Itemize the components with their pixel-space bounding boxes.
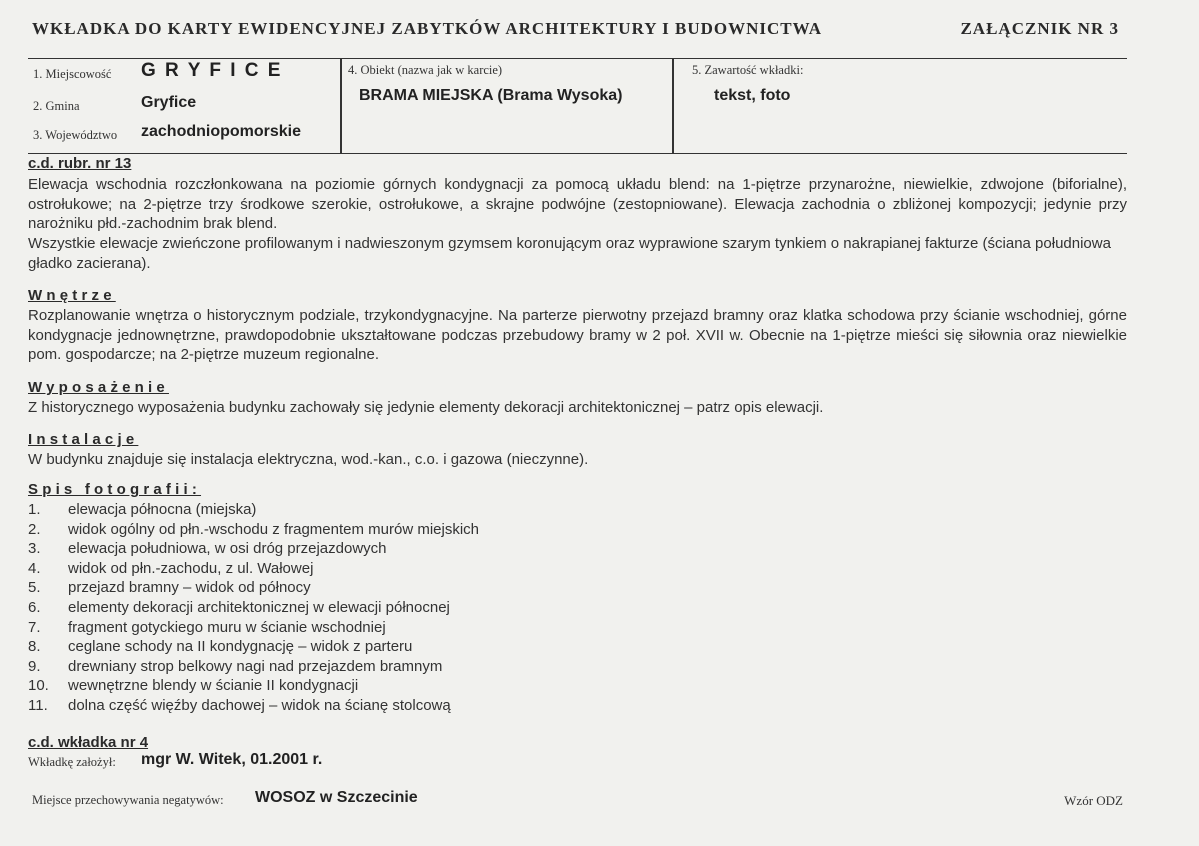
interior-heading: Wnętrze [28, 287, 116, 304]
gmina-value: Gryfice [141, 94, 197, 111]
list-item-text: wewnętrzne blendy w ścianie II kondygnacji [68, 677, 359, 695]
furnishing-text: Z historycznego wyposażenia budynku zachowały się jedynie elementy dekoracji architektonicznej – patrz opis elewacji. [28, 399, 824, 416]
list-item [28, 520, 479, 540]
list-item-text: elementy dekoracji architektonicznej w elewacji północnej [68, 598, 450, 616]
list-item-text: drewniany strop belkowy nagi nad przejazdem bramnym [68, 657, 443, 675]
list-item [28, 598, 479, 618]
list-item-number: 7. [28, 618, 41, 636]
document-title: WKŁADKA DO KARTY EWIDENCYJNEJ ZABYTKÓW ARCHITEKTURY I BUDOWNICTWA [32, 19, 823, 38]
annex-number: ZAŁĄCZNIK NR 3 [960, 19, 1119, 38]
list-item [28, 578, 479, 598]
photo-list [28, 500, 479, 716]
created-by-value: mgr W. Witek, 01.2001 r. [141, 751, 323, 768]
installations-heading: Instalacje [28, 431, 139, 448]
list-item-text: fragment gotyckiego muru w ścianie wschodniej [68, 618, 386, 636]
list-item [28, 539, 479, 559]
list-item-text: dolna część więźby dachowej – widok na ścianę stolcową [68, 696, 451, 714]
list-item [28, 559, 479, 579]
created-by-label: Wkładkę założył: [28, 755, 116, 769]
list-item-text: ceglane schody na II kondygnację – widok z parteru [68, 638, 413, 656]
negatives-location-value: WOSOZ w Szczecinie [255, 789, 418, 806]
locality-label: 1. Miejscowość [33, 67, 112, 81]
furnishing-heading: Wyposażenie [28, 379, 169, 396]
elevations-paragraph: Elewacja wschodnia rozczłonkowana na poziomie górnych kondygnacji za pomocą układu blend: na 1-piętrze przynarożne, niewielkie, zdwojone (biforialne), ostrołukowe; na 2-piętrze trzy środkowe szerokie, ostrołukowe, a skrajne podwójne (zestopniowane). Elewacja zachodnia o zbliżonej kompozycji; jedynie przy narożniku płd.-zachodnim brak blend. [28, 176, 1127, 233]
list-item-text: widok ogólny od płn.-wschodu z fragmentem murów miejskich [68, 520, 480, 538]
table-divider [672, 59, 674, 153]
list-item-number: 11. [28, 696, 48, 714]
content-value: tekst, foto [714, 87, 791, 104]
list-item-text: widok od płn.-zachodu, z ul. Wałowej [68, 559, 314, 577]
insert-heading: c.d. wkładka nr 4 [28, 734, 149, 751]
list-item [28, 676, 479, 696]
gmina-label: 2. Gmina [33, 99, 80, 113]
list-item-number: 6. [28, 598, 41, 616]
interior-text: Rozplanowanie wnętrza o historycznym podziale, trzykondygnacyjne. Na parterze pierwotny przejazd bramny oraz klatka schodowa przy ścianie wschodniej, górne kondygnacje jednownętrzne, prawdopodobnie ukształtowane podczas przebudowy bramy w 2 poł. XVII w. Obecnie na 1-piętrze mieści się siłownia oraz niewielkie pom. gospodarcze; na 2-piętrze muzeum regionalne. [28, 307, 1127, 364]
list-item-text: elewacja północna (miejska) [68, 501, 257, 518]
list-item-number: 1. [28, 501, 41, 518]
list-item [28, 618, 479, 638]
list-item [28, 657, 479, 677]
installations-text: W budynku znajduje się instalacja elektryczna, wod.-kan., c.o. i gazowa (nieczynne). [28, 451, 589, 468]
list-item-number: 8. [28, 638, 41, 656]
rubric-heading: c.d. rubr. nr 13 [28, 155, 132, 172]
list-item-number: 2. [28, 520, 41, 538]
identification-table [28, 58, 1127, 154]
object-label: 4. Obiekt (nazwa jak w karcie) [348, 63, 503, 77]
list-item-number: 4. [28, 559, 41, 577]
list-item-number: 3. [28, 540, 41, 558]
voivodeship-label: 3. Województwo [33, 128, 118, 142]
list-item [28, 696, 479, 716]
list-item-number: 10. [28, 677, 49, 695]
list-item-text: elewacja południowa, w osi dróg przejazdowych [68, 540, 387, 558]
locality-value: G R Y F I C E [141, 60, 283, 81]
list-item [28, 637, 479, 657]
photo-list-heading: Spis fotografii: [28, 481, 202, 498]
object-value: BRAMA MIEJSKA (Brama Wysoka) [359, 87, 623, 104]
list-item-number: 5. [28, 579, 41, 597]
content-label: 5. Zawartość wkładki: [692, 63, 804, 77]
list-item-number: 9. [28, 657, 41, 675]
elevations-paragraph-2: Wszystkie elewacje zwieńczone profilowanym i nadwieszonym gzymsem koronującym oraz wyprawione szarym tynkiem o nakrapianej fakturze (ściana południowa gładko zacierana). [28, 235, 1111, 272]
form-code: Wzór ODZ [1064, 793, 1123, 808]
table-divider [340, 59, 342, 153]
negatives-location-label: Miejsce przechowywania negatywów: [32, 793, 224, 807]
list-item [28, 500, 479, 520]
voivodeship-value: zachodniopomorskie [141, 123, 302, 140]
list-item-text: przejazd bramny – widok od północy [68, 579, 311, 597]
